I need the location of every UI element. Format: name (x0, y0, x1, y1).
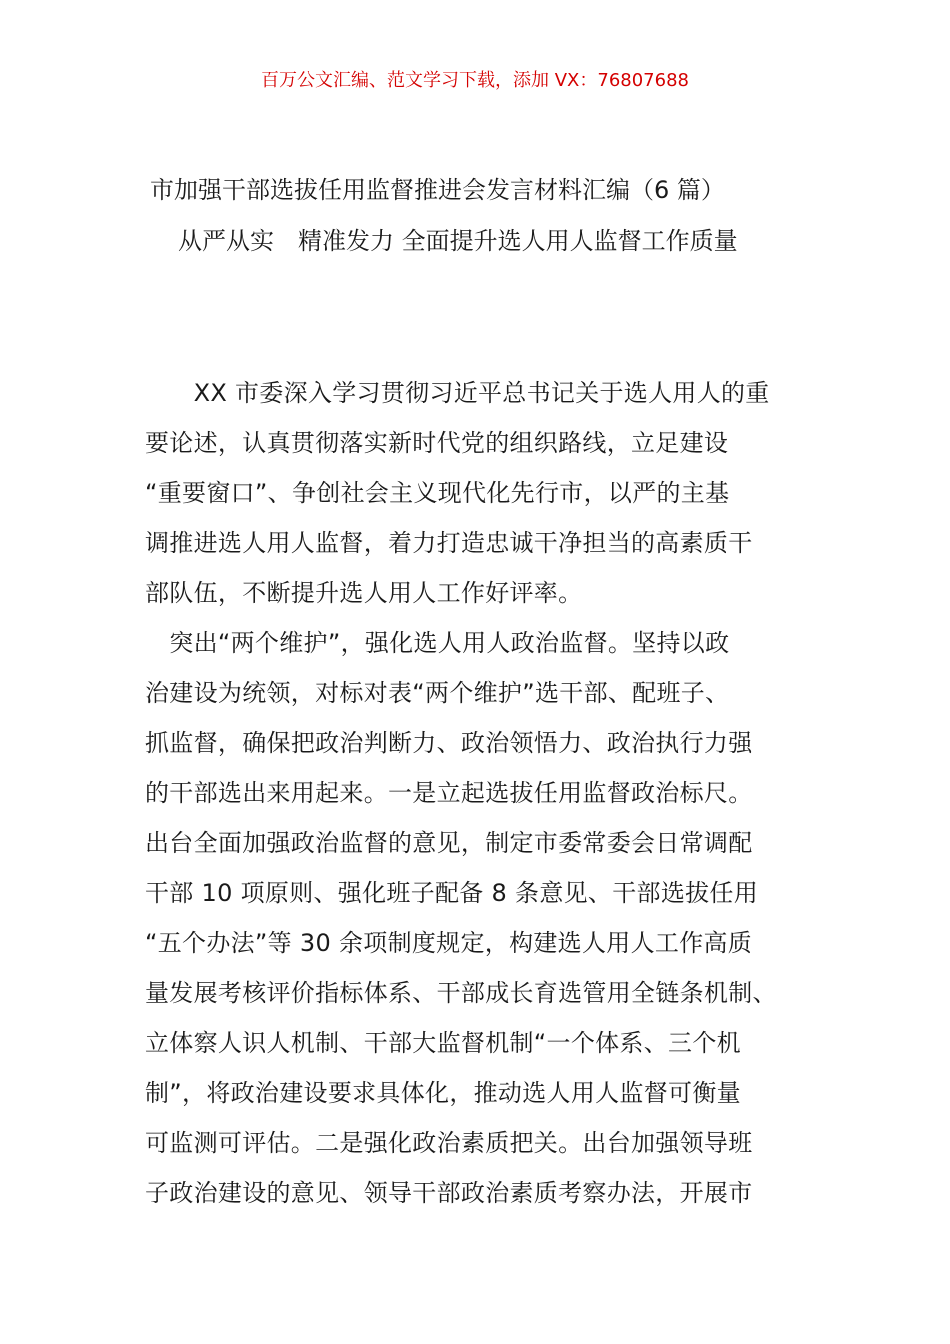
body-text (145, 368, 805, 1218)
text-line: 的干部选出来用起来。一是立起选拔任用监督政治标尺。 (145, 779, 753, 807)
text-line: 突出“两个维护”，强化选人用人政治监督。坚持以政 (145, 629, 730, 657)
text-line: 部队伍，不断提升选人用人工作好评率。 (145, 579, 583, 607)
text-line: 出台全面加强政治监督的意见，制定市委常委会日常调配 (145, 829, 753, 857)
text-line: 抓监督，确保把政治判断力、政治领悟力、政治执行力强 (145, 729, 753, 757)
text-line: “五个办法”等 30 余项制度规定，构建选人用人工作高质 (145, 929, 753, 957)
text-line: 治建设为统领，对标对表“两个维护”选干部、配班子、 (145, 679, 730, 707)
text-line: XX 市委深入学习贯彻习近平总书记关于选人用人的重 (145, 379, 770, 407)
text-line: 干部 10 项原则、强化班子配备 8 条意见、干部选拔任用 (145, 879, 759, 907)
text-line: “重要窗口”、争创社会主义现代化先行市，以严的主基 (145, 479, 730, 507)
text-line: 要论述，认真贯彻落实新时代党的组织路线，立足建设 (145, 429, 729, 457)
text-line: 立体察人识人机制、干部大监督机制“一个体系、三个机 (145, 1029, 741, 1057)
document-title: 市加强干部选拔任用监督推进会发言材料汇编（6 篇） (150, 176, 725, 204)
text-line: 制”，将政治建设要求具体化，推动选人用人监督可衡量 (145, 1079, 741, 1107)
header-note: 百万公文汇编、范文学习下载，添加 VX：76807688 (261, 70, 689, 91)
text-line: 子政治建设的意见、领导干部政治素质考察办法，开展市 (145, 1179, 753, 1207)
text-line: 量发展考核评价指标体系、干部成长育选管用全链条机制、 (145, 979, 777, 1007)
text-line: 可监测可评估。二是强化政治素质把关。出台加强领导班 (145, 1129, 753, 1157)
document-subtitle: 从严从实 精准发力 全面提升选人用人监督工作质量 (178, 227, 738, 255)
text-line: 调推进选人用人监督，着力打造忠诚干净担当的高素质干 (145, 529, 753, 557)
